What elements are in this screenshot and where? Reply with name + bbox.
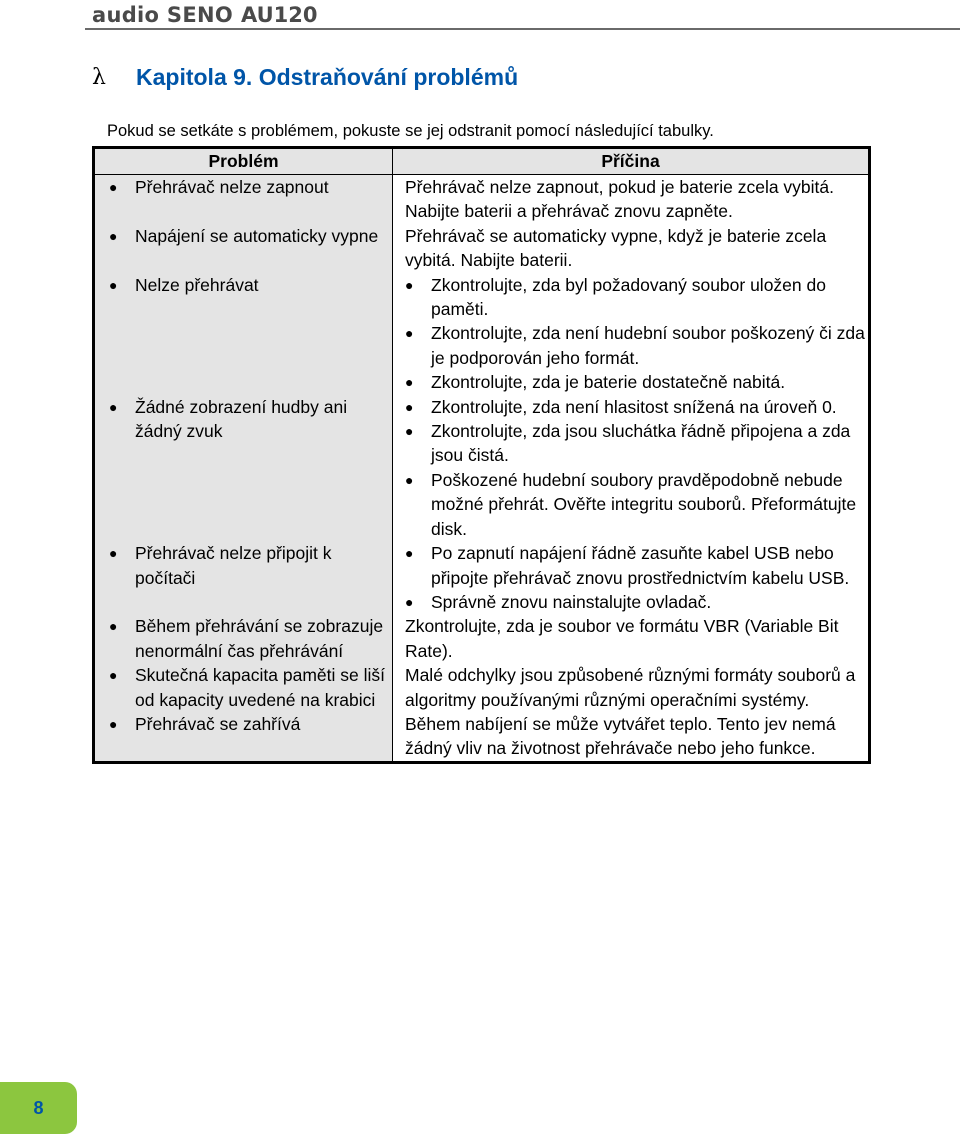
page-number-badge: [0, 1082, 77, 1134]
problem-text: Skutečná kapacita paměti se liší od kapacity uvedené na krabici: [135, 665, 385, 710]
problem-text: Přehrávač nelze připojit k počítači: [135, 543, 332, 588]
problem-text: Přehrávač se zahřívá: [135, 713, 301, 734]
cause-text: Přehrávač nelze zapnout, pokud je baterie zcela vybitá. Nabijte baterii a přehrávač znovu zapněte.: [405, 177, 835, 222]
cause-text: Během nabíjení se může vytvářet teplo. Tento jev nemá žádný vliv na životnost přehrávače nebo jeho funkce.: [405, 713, 836, 759]
header-divider: [85, 28, 960, 30]
problem-cell: [94, 175, 393, 224]
problem-cell: [94, 224, 393, 273]
problem-text: Během přehrávání se zobrazuje nenormální čas přehrávání: [135, 616, 384, 661]
problem-text: Přehrávač nelze zapnout: [135, 177, 329, 197]
cause-text: Malé odchylky jsou způsobené různými formáty souborů a algoritmy používanými různými operačními systémy.: [405, 665, 856, 710]
cause-cell: [393, 614, 870, 663]
model-name: AU120: [241, 3, 318, 27]
bullet-icon: ●: [405, 325, 414, 342]
problem-cell: [94, 614, 393, 663]
chapter-title: Kapitola 9. Odstraňování problémů: [136, 64, 519, 90]
cause-item: Zkontrolujte, zda je baterie dostatečně nabitá.: [431, 372, 786, 393]
header-logo: [92, 2, 318, 28]
table-row: [94, 224, 870, 273]
bullet-icon: ●: [109, 618, 118, 635]
cause-cell: [393, 273, 870, 395]
table-row: [94, 712, 870, 762]
table-row: [94, 614, 870, 663]
problem-cell: [94, 541, 393, 614]
table-row: [94, 273, 870, 395]
troubleshooting-table: [92, 146, 871, 764]
cause-text: Přehrávač se automaticky vypne, když je baterie zcela vybitá. Nabijte baterii.: [405, 225, 827, 271]
problem-cell: [94, 663, 393, 712]
bullet-icon: ●: [405, 276, 414, 293]
cause-text: Zkontrolujte, zda je soubor ve formátu VBR (Variable Bit Rate).: [405, 616, 839, 661]
cause-item: Zkontrolujte, zda jsou sluchátka řádně připojena a zda jsou čistá.: [431, 421, 851, 466]
brand-logo: audio SENO: [92, 3, 233, 27]
problem-text: Nelze přehrávat: [135, 274, 259, 295]
bullet-icon: ●: [109, 179, 118, 195]
lambda-bullet-icon: λ: [92, 65, 106, 90]
problem-cell: [94, 273, 393, 395]
cause-item: Správně znovu nainstalujte ovladač.: [431, 591, 712, 612]
chapter-heading: [92, 64, 518, 91]
bullet-icon: ●: [109, 398, 118, 415]
bullet-icon: ●: [405, 545, 414, 562]
table-header-row: [94, 148, 870, 175]
problem-text: Žádné zobrazení hudby ani žádný zvuk: [135, 396, 348, 442]
bullet-icon: ●: [109, 276, 118, 293]
cause-item: Zkontrolujte, zda byl požadovaný soubor uložen do paměti.: [431, 274, 826, 320]
cause-item: Po zapnutí napájení řádně zasuňte kabel USB nebo připojte přehrávač znovu prostřednictvím kabelu USB.: [431, 543, 850, 588]
problem-cell: [94, 395, 393, 541]
cause-cell: [393, 395, 870, 541]
cause-cell: [393, 541, 870, 614]
page-number: 8: [33, 1097, 44, 1118]
intro-text: Pokud se setkáte s problémem, pokuste se jej odstranit pomocí následující tabulky.: [107, 122, 714, 140]
problem-text: Napájení se automaticky vypne: [135, 225, 379, 246]
column-header-cause: Příčina: [393, 148, 870, 175]
table-row: [94, 541, 870, 614]
bullet-icon: ●: [109, 545, 118, 562]
bullet-icon: ●: [405, 423, 414, 440]
bullet-icon: ●: [405, 471, 414, 488]
cause-cell: [393, 712, 870, 762]
column-header-problem: Problém: [94, 148, 393, 175]
cause-cell: [393, 224, 870, 273]
cause-cell: [393, 175, 870, 224]
cause-item: Zkontrolujte, zda není hlasitost snížená na úroveň 0.: [431, 396, 837, 417]
cause-item: Zkontrolujte, zda není hudební soubor poškozený či zda je podporován jeho formát.: [431, 323, 865, 368]
problem-cell: [94, 712, 393, 762]
bullet-icon: ●: [405, 374, 414, 391]
table-row: [94, 175, 870, 224]
table-row: [94, 663, 870, 712]
bullet-icon: ●: [405, 398, 414, 415]
bullet-icon: ●: [109, 715, 118, 732]
cause-item: Poškozené hudební soubory pravděpodobně nebude možné přehrát. Ověřte integritu souborů. Přeformátujte disk.: [431, 469, 857, 539]
cause-cell: [393, 663, 870, 712]
table-row: [94, 395, 870, 541]
bullet-icon: ●: [109, 227, 118, 244]
bullet-icon: ●: [405, 593, 414, 610]
bullet-icon: ●: [109, 667, 118, 684]
